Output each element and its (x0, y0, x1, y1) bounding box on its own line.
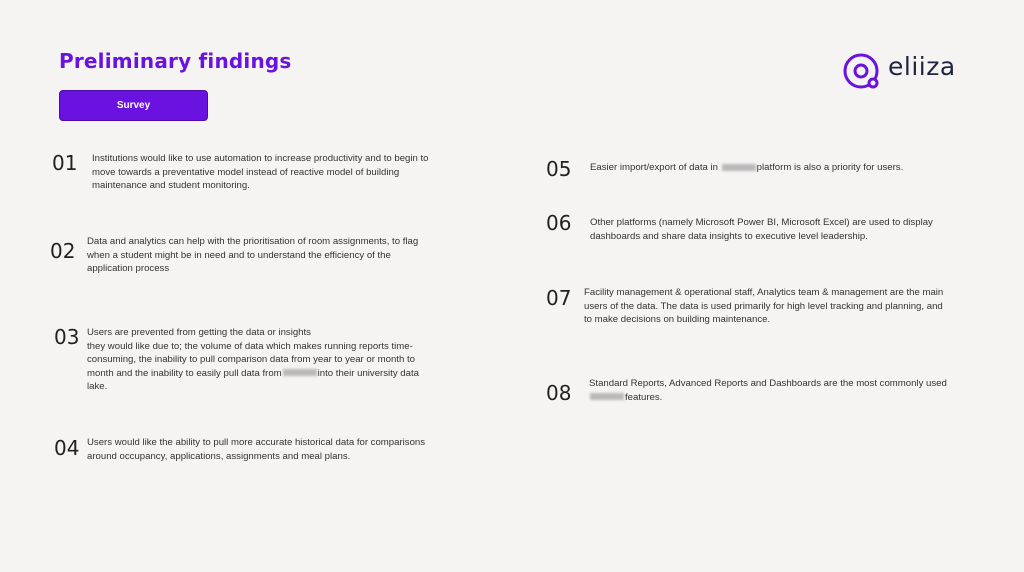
logo-text: eliiza (888, 52, 956, 81)
eliiza-logo (842, 50, 972, 92)
finding-number: 08 (546, 381, 572, 405)
survey-button[interactable]: Survey (59, 90, 208, 121)
finding-text-part: Standard Reports, Advanced Reports and Dashboards are the most commonly used (589, 378, 947, 389)
finding-number: 07 (546, 286, 572, 310)
finding-text (589, 377, 949, 404)
finding-number: 04 (54, 436, 80, 460)
finding-text: Other platforms (namely Microsoft Power BI, Microsoft Excel) are used to display dashboards and share data insights to executive level leadership. (590, 217, 933, 242)
finding-text-part: features. (625, 391, 663, 403)
finding-text-part: platform is also a priority for users. (756, 162, 904, 173)
finding-text-part: Easier import/export of data in (590, 162, 718, 173)
redacted-name (590, 393, 624, 400)
finding-text: Users would like the ability to pull more accurate historical data for comparisons around occupancy, applications, assignments and meal plans. (87, 437, 426, 462)
finding-text-part: Users are prevented from getting the data or insights (87, 327, 311, 338)
finding-text (87, 326, 437, 394)
finding-number: 05 (546, 157, 572, 181)
finding-text-part: into their university data lake. (87, 367, 419, 392)
finding-text: Data and analytics can help with the prioritisation of room assignments, to flag when a student might be in need and to understand the efficiency of the application process (87, 236, 419, 274)
finding-number: 06 (546, 211, 572, 235)
finding-number: 01 (52, 151, 78, 175)
finding-number: 02 (50, 239, 76, 263)
finding-number: 03 (54, 325, 80, 349)
finding-text: Facility management & operational staff, Analytics team & management are the main users of the data. The data is used primarily for high level tracking and planning, and to make decisions on building maintenance. (584, 287, 944, 325)
redacted-name (722, 164, 756, 171)
page-title: Preliminary findings (59, 49, 292, 73)
finding-text: Institutions would like to use automation to increase productivity and to begin to move towards a preventative model instead of reactive model of building maintenance and student monitoring. (92, 153, 429, 191)
redacted-name (283, 369, 317, 376)
finding-text-part: they would like due to; the volume of data which makes running reports time-consuming, the inability to pull comparison data from year to year or month to month and the inability to easily pull data from (87, 340, 415, 379)
finding-text (590, 161, 950, 175)
eliiza-logo-icon (842, 50, 884, 92)
